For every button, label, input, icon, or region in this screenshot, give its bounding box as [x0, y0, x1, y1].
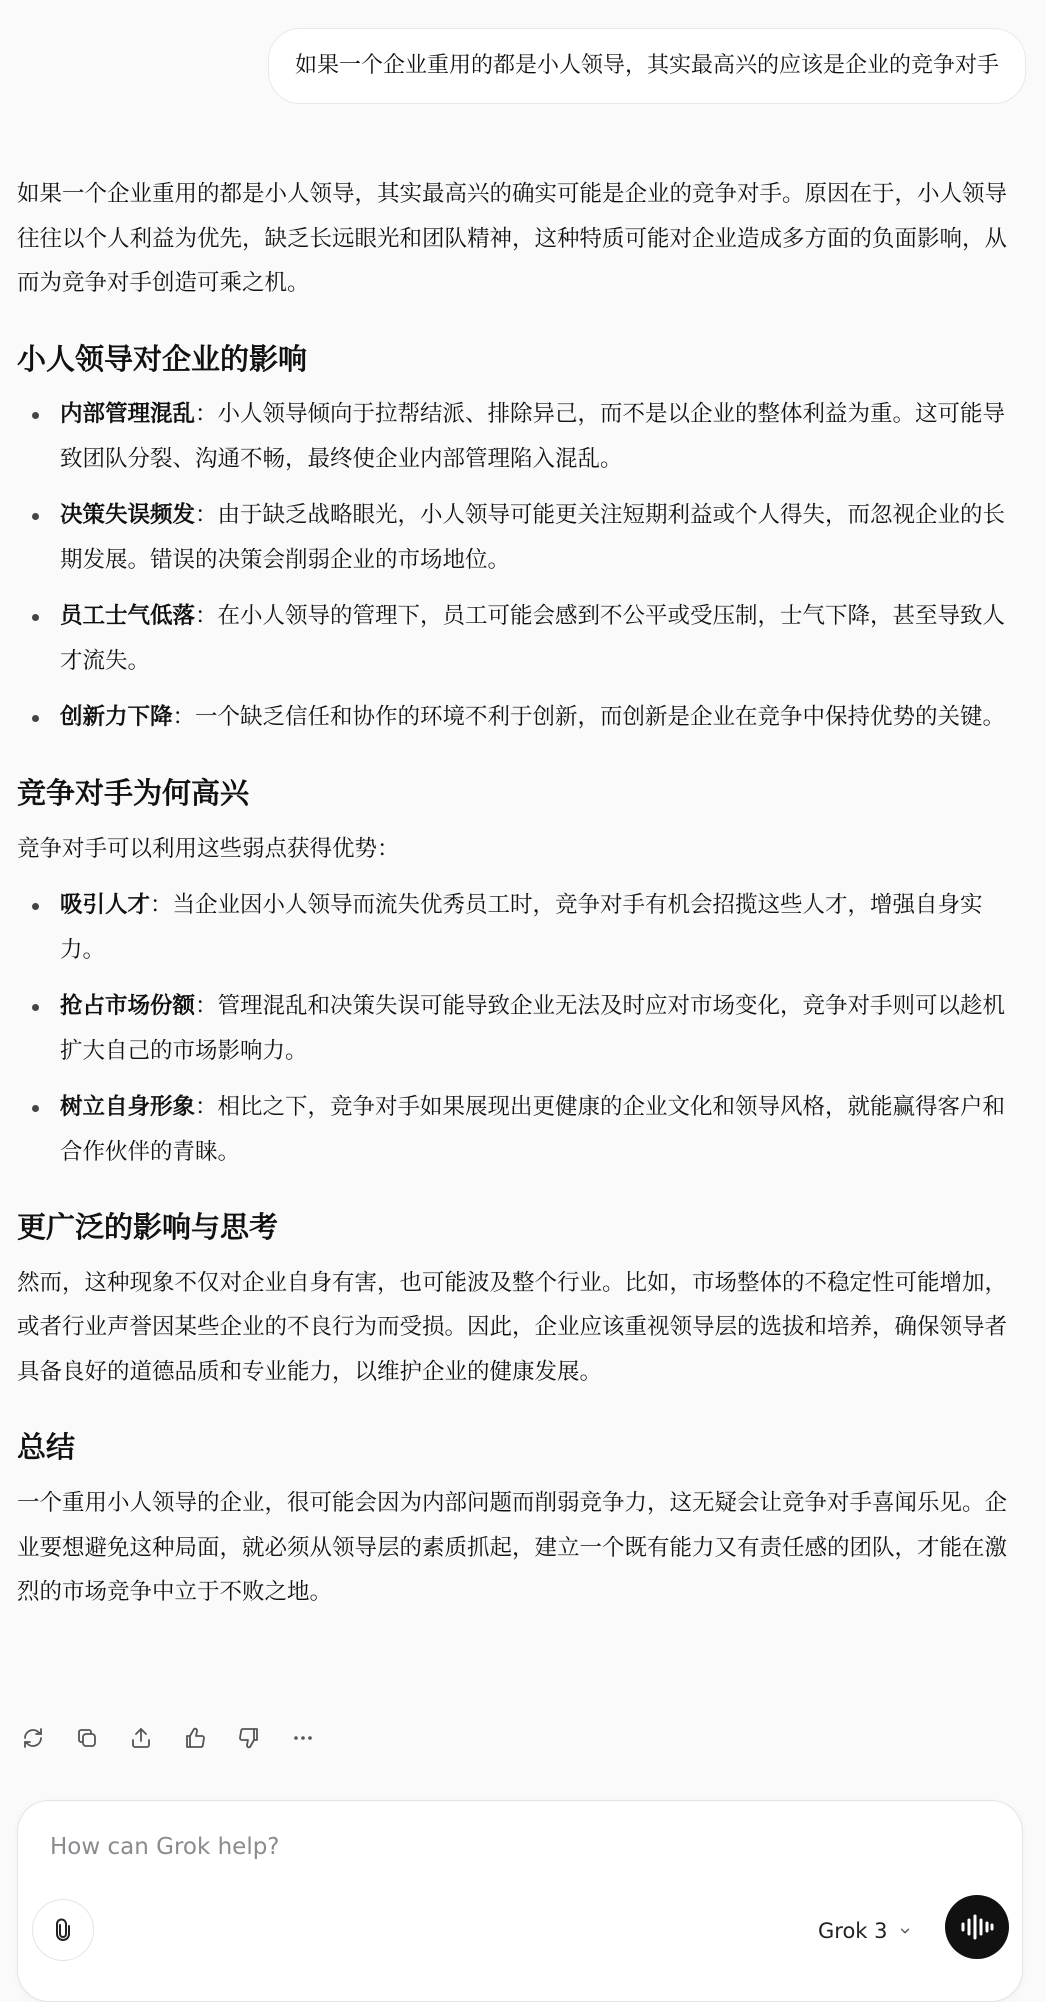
model-label: Grok 3: [818, 1919, 888, 1943]
list-item: [17, 1085, 1027, 1174]
item-term: 树立自身形象: [60, 1094, 196, 1121]
regenerate-icon[interactable]: [17, 1722, 49, 1754]
section-lead: 竞争对手可以利用这些弱点获得优势：: [17, 835, 400, 862]
section-body: 一个重用小人领导的企业，很可能会因为内部问题而削弱竞争力，这无疑会让竞争对手喜闻乐见。企业要想避免这种局面，就必须从领导层的素质抓起，建立一个既有能力又有责任感的团队，才能在激烈的市场竞争中立于不败之地。: [17, 1490, 1008, 1606]
voice-mode-button[interactable]: [945, 1895, 1009, 1959]
item-term: 内部管理混乱: [60, 401, 196, 428]
item-term: 决策失误频发: [60, 502, 196, 529]
list-item: [17, 984, 1027, 1073]
paperclip-icon: [51, 1918, 75, 1942]
list-item: [17, 392, 1027, 481]
user-message-bubble: 如果一个企业重用的都是小人领导，其实最高兴的应该是企业的竞争对手: [268, 28, 1026, 104]
answer-intro: 如果一个企业重用的都是小人领导，其实最高兴的确实可能是企业的竞争对手。原因在于，小人领导往往以个人利益为优先，缺乏长远眼光和团队精神，这种特质可能对企业造成多方面的负面影响，从而为竞争对手创造可乘之机。: [17, 181, 1008, 296]
item-term: 吸引人才: [60, 892, 151, 919]
composer: [17, 1800, 1023, 2002]
item-text: ：相比之下，竞争对手如果展现出更健康的企业文化和领导风格，就能赢得客户和合作伙伴的青睐。: [60, 1094, 1006, 1165]
item-term: 员工士气低落: [60, 603, 196, 630]
bullet-list: [17, 392, 1027, 740]
assistant-answer: [17, 172, 1027, 1615]
section-heading: 竞争对手为何高兴: [17, 775, 250, 810]
item-text: ：一个缺乏信任和协作的环境不利于创新，而创新是企业在竞争中保持优势的关键。: [172, 704, 1006, 731]
thumbs-up-icon[interactable]: [179, 1722, 211, 1754]
section-body: 然而，这种现象不仅对企业自身有害，也可能波及整个行业。比如，市场整体的不稳定性可能增加，或者行业声誉因某些企业的不良行为而受损。因此，企业应该重视领导层的选拔和培养，确保领导者具备良好的道德品质和专业能力，以维护企业的健康发展。: [17, 1269, 1008, 1385]
list-item: [17, 493, 1027, 582]
item-term: 创新力下降: [60, 704, 173, 731]
item-text: ：管理混乱和决策失误可能导致企业无法及时应对市场变化，竞争对手则可以趁机扩大自己的市场影响力。: [60, 993, 1006, 1064]
item-text: ：小人领导倾向于拉帮结派、排除异己，而不是以企业的整体利益为重。这可能导致团队分裂、沟通不畅，最终使企业内部管理陷入混乱。: [60, 401, 1006, 472]
item-text: ：当企业因小人领导而流失优秀员工时，竞争对手有机会招揽这些人才，增强自身实力。: [60, 892, 983, 963]
bullet-list: [17, 883, 1027, 1174]
section-heading: 总结: [17, 1430, 76, 1465]
attach-button[interactable]: [32, 1899, 94, 1961]
model-selector[interactable]: [818, 1913, 912, 1949]
section-heading: 小人领导对企业的影响: [17, 341, 308, 376]
thumbs-down-icon[interactable]: [233, 1722, 265, 1754]
list-item: [17, 695, 1027, 740]
section-heading: 更广泛的影响与思考: [17, 1210, 279, 1245]
item-text: ：在小人领导的管理下，员工可能会感到不公平或受压制，士气下降，甚至导致人才流失。: [60, 603, 1006, 674]
more-icon[interactable]: [287, 1722, 319, 1754]
list-item: [17, 883, 1027, 972]
copy-icon[interactable]: [71, 1722, 103, 1754]
message-actions: [17, 1722, 319, 1754]
item-term: 抢占市场份额: [60, 993, 196, 1020]
prompt-input[interactable]: [48, 1833, 952, 1861]
voice-waveform-icon: [959, 1913, 995, 1941]
item-text: ：由于缺乏战略眼光，小人领导可能更关注短期利益或个人得失，而忽视企业的长期发展。错误的决策会削弱企业的市场地位。: [60, 502, 1006, 573]
chevron-down-icon: [898, 1924, 912, 1938]
list-item: [17, 594, 1027, 683]
share-icon[interactable]: [125, 1722, 157, 1754]
